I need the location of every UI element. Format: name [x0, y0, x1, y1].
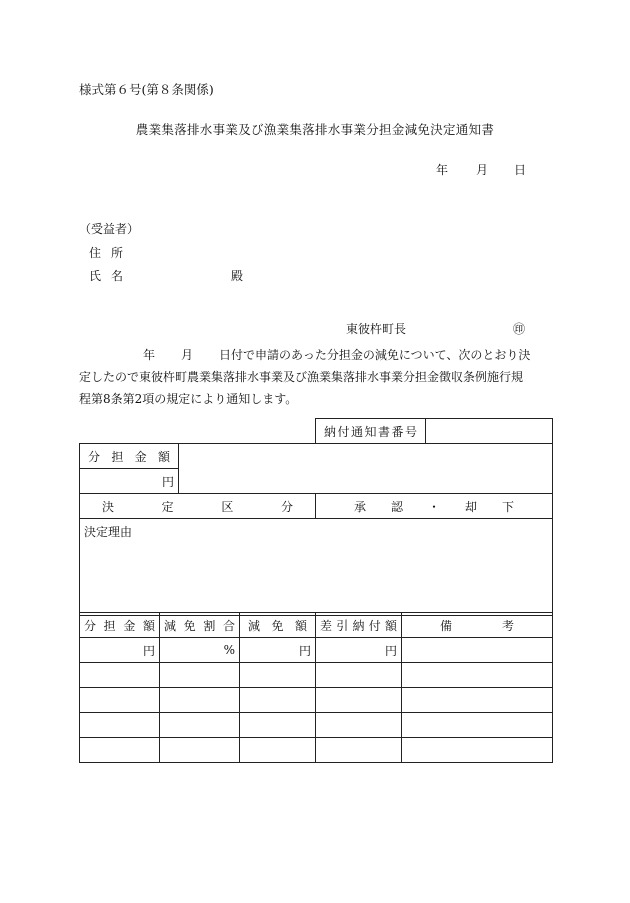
recipient-heading: （受益者） [79, 222, 140, 236]
amount-table [79, 612, 553, 763]
cell-remarks[interactable] [402, 638, 553, 663]
body-line-2: 定したので東彼杵町農業集落排水事業及び漁業集落排水事業分担金徴収条例施行規 [79, 370, 524, 384]
date-year: 年 [436, 163, 449, 177]
table-row [80, 688, 553, 713]
amount-label: 分担金額 [80, 444, 179, 469]
amount-detail-area[interactable] [179, 444, 553, 494]
col-reduction-amount: 減免額 [240, 613, 316, 638]
amount-yen[interactable]: 円 [80, 469, 179, 494]
date-day: 日 [514, 163, 527, 177]
notice-number-field[interactable] [426, 419, 553, 444]
decision-reason[interactable] [80, 519, 553, 616]
table-row [80, 638, 553, 663]
table-row [80, 663, 553, 688]
notice-body [79, 344, 552, 410]
col-amount: 分担金額 [80, 613, 160, 638]
cell-net[interactable]: 円 [316, 638, 402, 663]
col-reduction-rate: 減免割合 [160, 613, 240, 638]
table-row [80, 738, 553, 763]
decision-value[interactable]: 承認・却下 [316, 494, 553, 519]
seal-mark: ㊞ [513, 322, 526, 336]
body-line-1: 年 月 日付で申請のあった分担金の減免について、次のとおり決 [143, 348, 531, 362]
document-title: 農業集落排水事業及び漁業集落排水事業分担金減免決定通知書 [135, 122, 495, 137]
cell-reduction[interactable]: 円 [240, 638, 316, 663]
cell-rate[interactable]: % [160, 638, 240, 663]
date-month: 月 [476, 163, 489, 177]
notice-number-label: 納付通知書番号 [316, 419, 426, 444]
col-remarks: 備考 [402, 613, 553, 638]
col-net-payment: 差引納付額 [316, 613, 402, 638]
cell-amount[interactable]: 円 [80, 638, 160, 663]
decision-reason-label: 決定理由 [84, 525, 133, 539]
issuer-mayor: 東彼杵町長 [346, 322, 407, 336]
table-row [80, 713, 553, 738]
honorific: 殿 [231, 269, 244, 283]
decision-table [79, 418, 553, 616]
amount-table-header [80, 613, 553, 638]
address-label: 住所 [89, 246, 134, 260]
form-number: 様式第６号(第８条関係) [79, 82, 214, 97]
body-line-3: 程第8条第2項の規定により通知します。 [79, 392, 298, 406]
name-label: 氏名 [89, 269, 134, 283]
decision-label: 決定区分 [80, 494, 316, 519]
issue-date [436, 161, 526, 178]
